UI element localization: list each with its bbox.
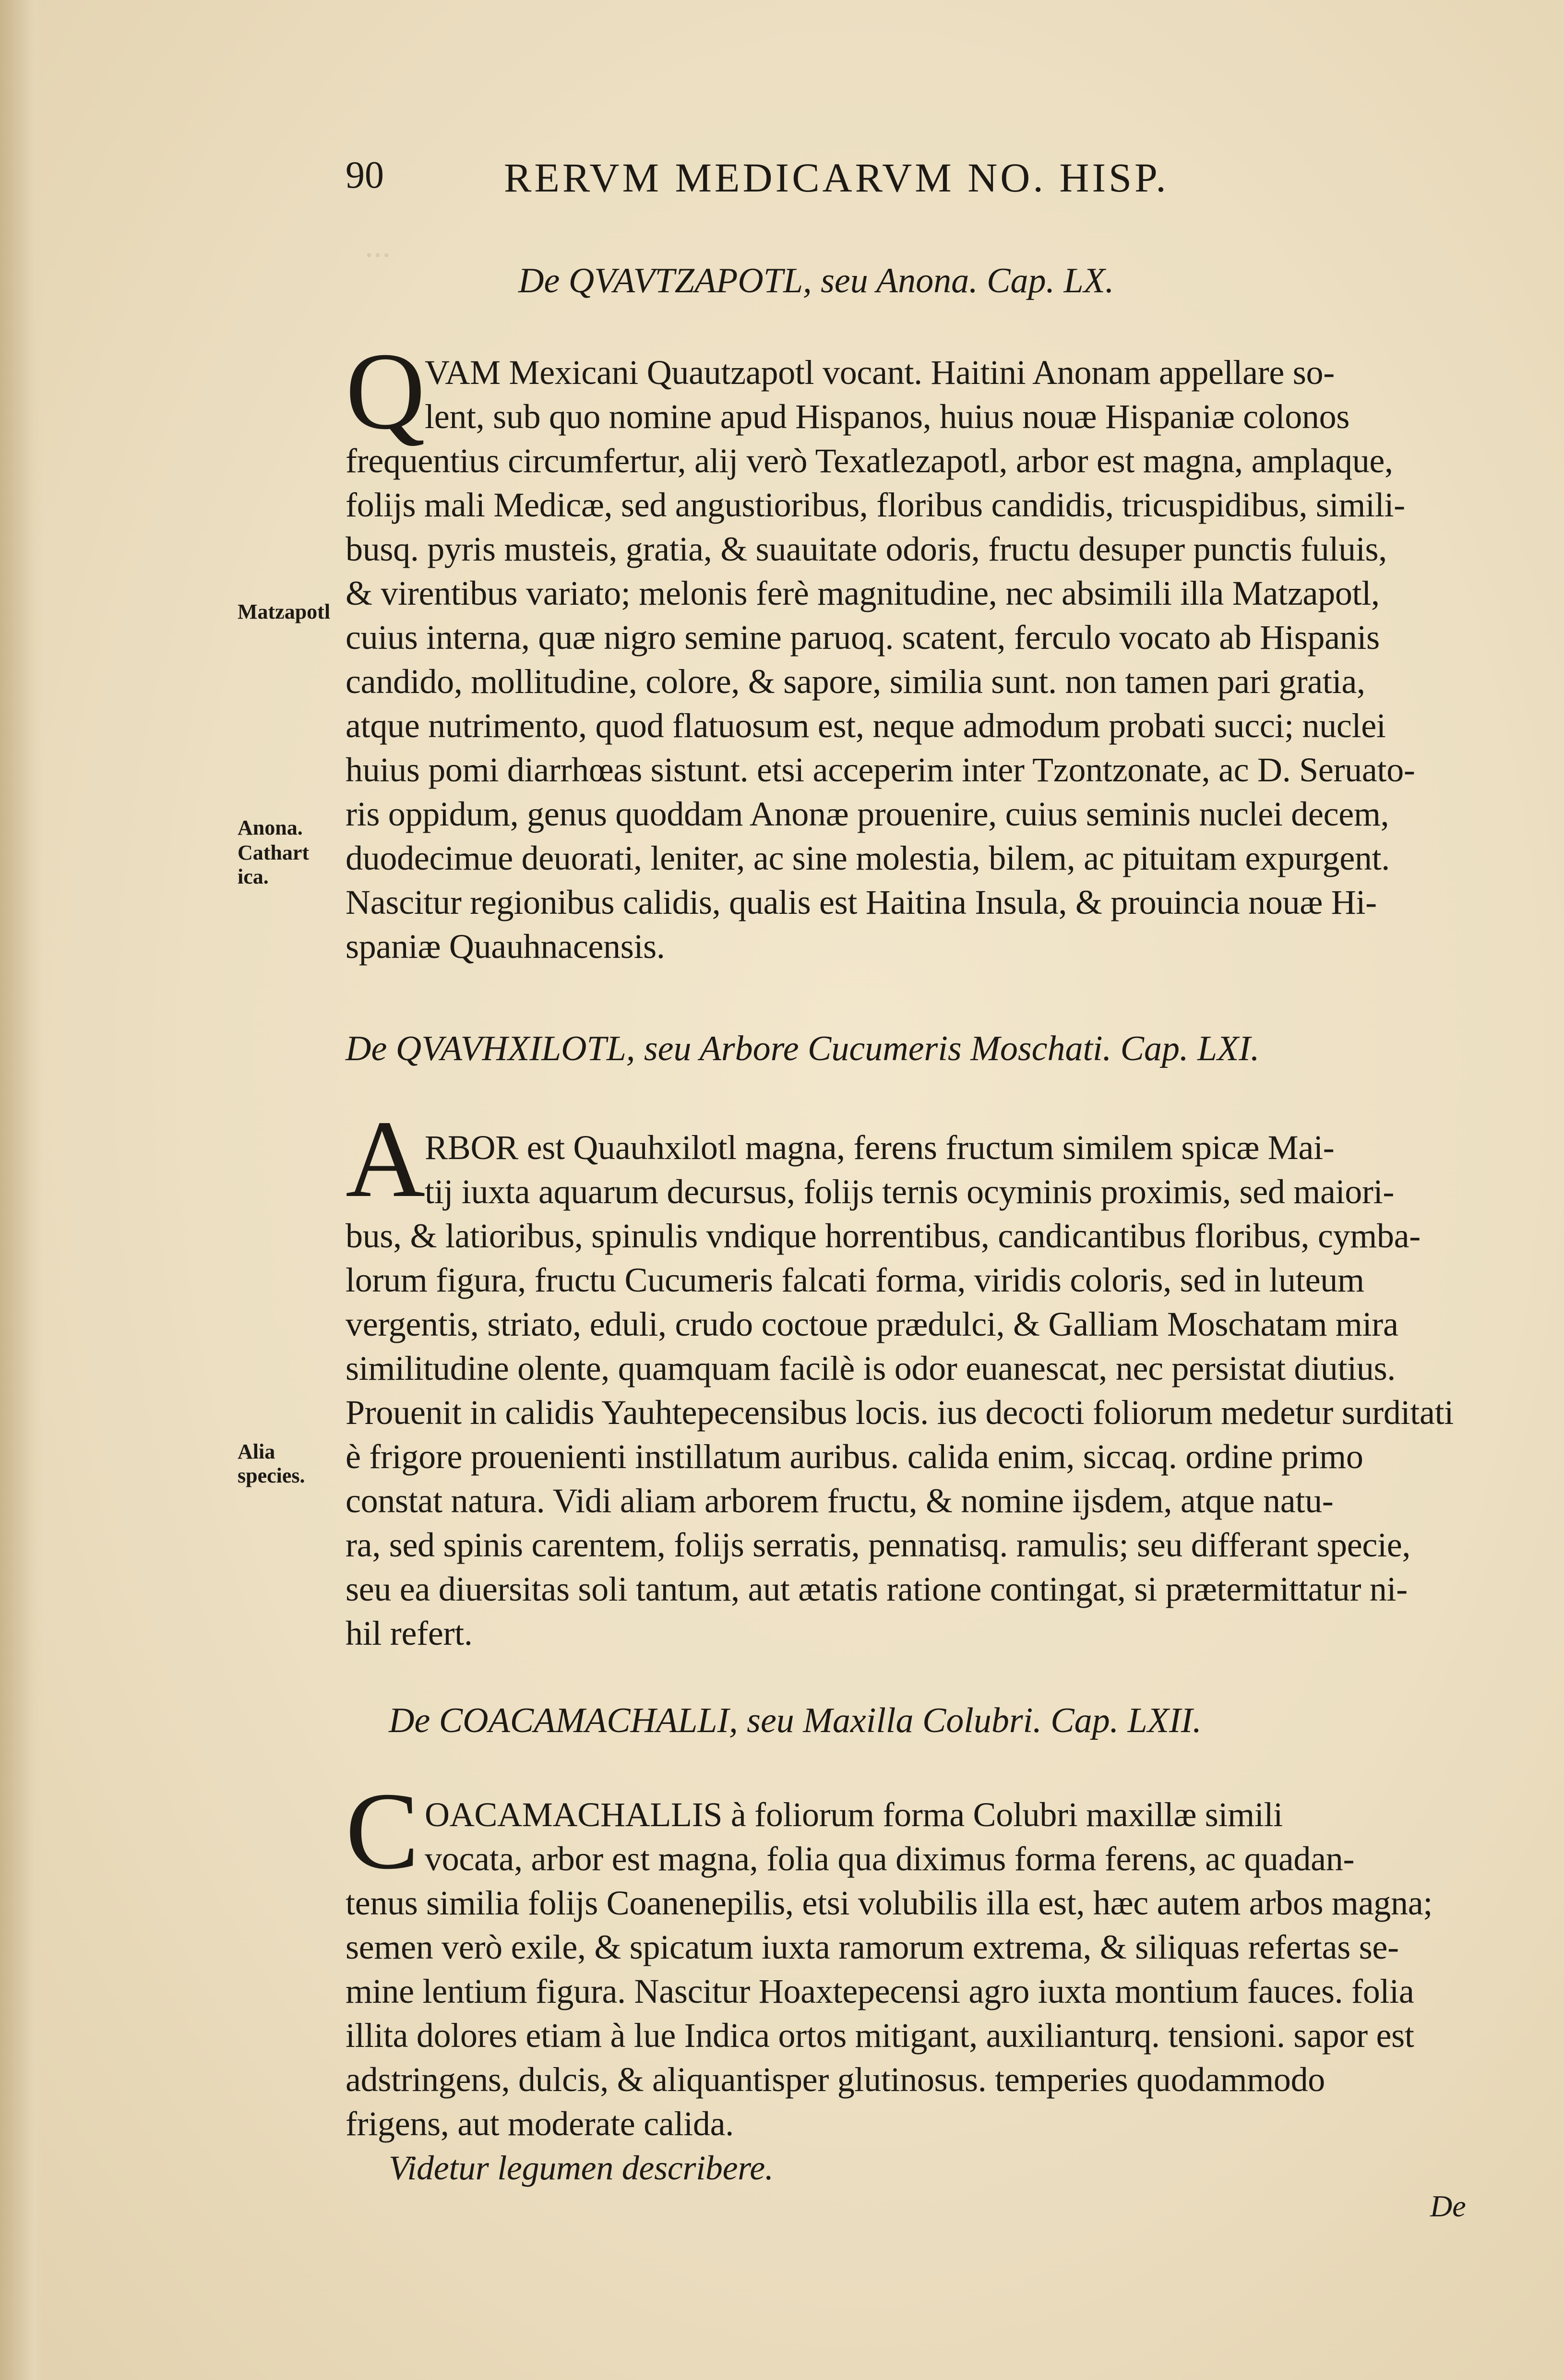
- chapter-60-text: [346, 350, 1564, 969]
- text-line: OACAMACHALLIS à foliorum forma Colubri maxillæ simili: [425, 1795, 1283, 1834]
- text-line: constat natura. Vidi aliam arborem fructu, & nomine ijsdem, atque natu-: [346, 1482, 1334, 1520]
- page-gutter: [0, 0, 43, 2380]
- text-line: cuius interna, quæ nigro semine paruoq. scatent, ferculo vocato ab Hispanis: [346, 618, 1380, 657]
- text-line: hil refert.: [346, 1614, 473, 1652]
- running-header: [346, 154, 1430, 206]
- text-line: busq. pyris musteis, gratia, & suauitate odoris, fructu desuper punctis fuluis,: [346, 530, 1387, 568]
- running-title: RERVM MEDICARVM NO. HISP.: [504, 155, 1169, 201]
- text-line: è frigore prouenienti instillatum auribus. calida enim, siccaq. ordine primo: [346, 1437, 1363, 1476]
- text-line: vocata, arbor est magna, folia qua diximus forma ferens, ac quadan-: [425, 1840, 1355, 1878]
- margin-note: Alia species.: [238, 1440, 305, 1487]
- text-line: ra, sed spinis carentem, folijs serratis, pennatisq. ramulis; seu differant specie,: [346, 1526, 1411, 1564]
- text-line: Nascitur regionibus calidis, qualis est Haitina Insula, & prouincia nouæ Hi-: [346, 883, 1377, 921]
- text-line: lent, sub quo nomine apud Hispanos, huius nouæ Hispaniæ colonos: [425, 397, 1350, 436]
- text-line: frequentius circumfertur, alij verò Texatlezapotl, arbor est magna, amplaque,: [346, 442, 1393, 480]
- text-line: vergentis, striato, eduli, crudo coctoue prædulci, & Galliam Moschatam mira: [346, 1305, 1398, 1343]
- chapter-61-text: [346, 1125, 1564, 1655]
- chapter-heading: De COACAMACHALLI, seu Maxilla Colubri. Cap. LXII.: [389, 1701, 1202, 1740]
- text-line: lorum figura, fructu Cucumeris falcati forma, viridis coloris, sed in luteum: [346, 1261, 1364, 1299]
- text-line: similitudine olente, quamquam facilè is odor euanescat, nec persistat diutius.: [346, 1349, 1396, 1387]
- text-line: mine lentium figura. Nascitur Hoaxtepecensi agro iuxta montium fauces. folia: [346, 1972, 1414, 2010]
- text-line: atque nutrimento, quod flatuosum est, neque admodum probati succi; nuclei: [346, 706, 1386, 745]
- text-line: folijs mali Medicæ, sed angustioribus, floribus candidis, tricuspidibus, simili-: [346, 486, 1405, 524]
- show-through-text: ...: [365, 226, 391, 264]
- chapter-61: [346, 1022, 1564, 1075]
- drop-cap: C: [346, 1770, 419, 1892]
- text-line: tenus similia folijs Coanenepilis, etsi volubilis illa est, hæc autem arbos magna;: [346, 1884, 1433, 1922]
- margin-note: Matzapotl: [238, 600, 331, 623]
- editor-note: Videtur legumen describere.: [389, 2149, 774, 2187]
- text-line: VAM Mexicani Quautzapotl vocant. Haitini Anonam appellare so-: [425, 353, 1335, 392]
- chapter-60: [346, 254, 1564, 307]
- page-number: 90: [346, 154, 384, 196]
- catchword: De: [1430, 2189, 1466, 2223]
- text-line: frigens, aut moderate calida.: [346, 2105, 734, 2143]
- text-line: ris oppidum, genus quoddam Anonæ prouenire, cuius seminis nuclei decem,: [346, 795, 1389, 833]
- chapter-62: [346, 1694, 1564, 1747]
- chapter-62-text: [346, 1793, 1564, 2190]
- text-line: & virentibus variato; melonis ferè magnitudine, nec absimili illa Matzapotl,: [346, 574, 1380, 612]
- chapter-heading: De QVAVHXILOTL, seu Arbore Cucumeris Moschati. Cap. LXI.: [346, 1029, 1260, 1068]
- chapter-heading: De QVAVTZAPOTL, seu Anona. Cap. LX.: [518, 261, 1114, 300]
- margin-note: Anona.: [238, 816, 303, 839]
- text-line: candido, mollitudine, colore, & sapore, similia sunt. non tamen pari gratia,: [346, 662, 1365, 701]
- text-line: illita dolores etiam à lue Indica ortos mitigant, auxilianturq. tensioni. sapor est: [346, 2016, 1414, 2055]
- text-line: RBOR est Quauhxilotl magna, ferens fructum similem spicæ Mai-: [425, 1128, 1335, 1167]
- text-line: seu ea diuersitas soli tantum, aut ætatis ratione contingat, si prætermittatur ni-: [346, 1570, 1408, 1608]
- text-line: adstringens, dulcis, & aliquantisper glutinosus. temperies quodammodo: [346, 2060, 1325, 2099]
- text-line: Prouenit in calidis Yauhtepecensibus locis. ius decocti foliorum medetur surditati: [346, 1393, 1454, 1432]
- margin-note: Cathartica.: [238, 841, 310, 888]
- text-line: semen verò exile, & spicatum iuxta ramorum extrema, & siliquas refertas se-: [346, 1928, 1399, 1966]
- text-line: duodecimue deuorati, leniter, ac sine molestia, bilem, ac pituitam expurgent.: [346, 839, 1390, 877]
- drop-cap: A: [346, 1098, 426, 1220]
- text-line: huius pomi diarrhœas sistunt. etsi acceperim inter Tzontzonate, ac D. Seruato-: [346, 751, 1415, 789]
- text-line: bus, & latioribus, spinulis vndique horrentibus, candicantibus floribus, cymba-: [346, 1217, 1421, 1255]
- text-line: spaniæ Quauhnacensis.: [346, 927, 665, 966]
- text-line: tij iuxta aquarum decursus, folijs ternis ocyminis proximis, sed maiori-: [425, 1172, 1395, 1211]
- drop-cap: Q: [346, 330, 426, 452]
